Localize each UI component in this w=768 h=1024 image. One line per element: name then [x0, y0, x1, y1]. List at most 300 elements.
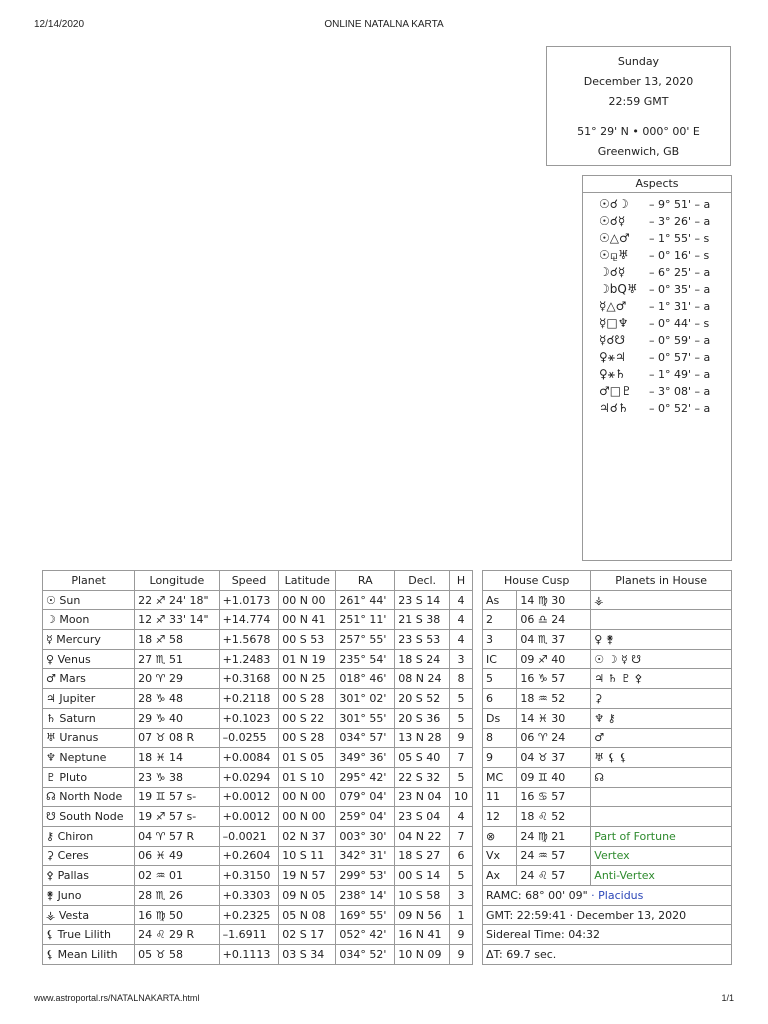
planet-h: 6: [450, 846, 473, 866]
aspect-row: [583, 383, 731, 400]
aspect-glyphs: ♂□♇: [599, 384, 632, 398]
aspect-glyphs: ☿□♆: [599, 316, 629, 330]
planet-cell: [43, 807, 135, 827]
house-row: [483, 787, 732, 807]
aspect-orb: – 6° 25' – a: [649, 266, 711, 279]
footer-url: www.astroportal.rs/NATALNAKARTA.html: [34, 993, 200, 1003]
house-extra-row: [483, 846, 732, 866]
planet-decl: 08 N 24: [395, 669, 450, 689]
planet-h: 10: [450, 787, 473, 807]
aspect-glyphs: ☽☌☿: [599, 265, 626, 279]
planet-speed: –0.0255: [219, 728, 279, 748]
house-cusp: 16 ♋ 57: [517, 787, 591, 807]
aspect-row: [583, 281, 731, 298]
planet-speed: +0.2325: [219, 905, 279, 925]
planet-cell: [43, 826, 135, 846]
planet-row: [43, 708, 473, 728]
planet-row: [43, 886, 473, 906]
planet-ra: 235° 54': [336, 649, 395, 669]
planet-lon: 28 ♑ 48: [135, 689, 219, 709]
planet-cell: [43, 925, 135, 945]
planet-lat: 02 S 17: [279, 925, 336, 945]
house-label: 3: [483, 630, 517, 650]
aspect-row: [583, 230, 731, 247]
extra-cusp: 24 ♍ 21: [517, 826, 591, 846]
aspect-orb: – 3° 26' – a: [649, 215, 711, 228]
planet-glyph-icon: ☊: [46, 790, 56, 804]
planets-col-header: Decl.: [395, 571, 450, 591]
planet-ra: 261° 44': [336, 590, 395, 610]
planet-name: Ceres: [57, 849, 89, 863]
aspect-row: [583, 264, 731, 281]
house-label: 9: [483, 748, 517, 768]
planet-decl: 23 S 14: [395, 590, 450, 610]
planet-glyph-icon: ☿: [46, 632, 53, 646]
house-planets: ⚶: [591, 590, 732, 610]
planet-lon: 20 ♈ 29: [135, 669, 219, 689]
planet-glyph-icon: ⚴: [46, 869, 55, 883]
time-gmt: GMT: 22:59:41 · December 13, 2020: [483, 905, 732, 925]
planet-lon: 19 ♐ 57 s-: [135, 807, 219, 827]
planet-cell: [43, 767, 135, 787]
planet-row: [43, 689, 473, 709]
aspect-orb: – 0° 16' – s: [649, 249, 710, 262]
planets-col-header: H: [450, 571, 473, 591]
house-planets: [591, 610, 732, 630]
house-cusp: 09 ♊ 40: [517, 767, 591, 787]
aspect-row: [583, 400, 731, 417]
planet-cell: [43, 905, 135, 925]
aspect-orb: – 1° 31' – a: [649, 300, 711, 313]
planet-speed: +0.2118: [219, 689, 279, 709]
page-title: ONLINE NATALNA KARTA: [324, 19, 444, 30]
planet-name: Mars: [59, 672, 86, 686]
planet-lat: 00 S 22: [279, 708, 336, 728]
house-row: [483, 807, 732, 827]
planet-glyph-icon: ⚸: [46, 947, 55, 961]
aspects-list: [583, 193, 731, 417]
planet-row: [43, 649, 473, 669]
aspect-row: [583, 247, 731, 264]
planet-ra: 259° 04': [336, 807, 395, 827]
house-cusp-header: House Cusp: [483, 571, 591, 591]
house-planets: ♂: [591, 728, 732, 748]
planets-col-header: RA: [336, 571, 395, 591]
planet-decl: 00 S 14: [395, 866, 450, 886]
planet-cell: [43, 590, 135, 610]
aspect-orb: – 0° 57' – a: [649, 351, 711, 364]
planet-lat: 02 N 37: [279, 826, 336, 846]
planet-glyph-icon: ♂: [46, 672, 56, 686]
house-planets: ♆ ⚷: [591, 708, 732, 728]
planet-glyph-icon: ☽: [46, 613, 56, 627]
house-label: 5: [483, 669, 517, 689]
planet-ra: 251° 11': [336, 610, 395, 630]
planet-h: 4: [450, 590, 473, 610]
aspect-glyphs: ☿☌☋: [599, 333, 626, 347]
extra-name: Vertex: [591, 846, 732, 866]
planet-row: [43, 807, 473, 827]
planet-decl: 16 N 41: [395, 925, 450, 945]
planet-decl: 23 S 04: [395, 807, 450, 827]
planet-glyph-icon: ♇: [46, 770, 56, 784]
extra-label: ⊗: [483, 826, 517, 846]
planet-lon: 12 ♐ 33' 14": [135, 610, 219, 630]
extra-cusp: 24 ♌ 57: [517, 866, 591, 886]
planet-lon: 18 ♓ 14: [135, 748, 219, 768]
planets-table: [42, 570, 473, 965]
planet-speed: +1.5678: [219, 630, 279, 650]
planet-ra: 295° 42': [336, 767, 395, 787]
planet-ra: 257° 55': [336, 630, 395, 650]
planet-lat: 19 N 57: [279, 866, 336, 886]
planet-lat: 01 S 10: [279, 767, 336, 787]
planet-glyph-icon: ☉: [46, 593, 56, 607]
planets-col-header: Longitude: [135, 571, 219, 591]
planet-name: Sun: [59, 593, 81, 607]
planet-lon: 27 ♏ 51: [135, 649, 219, 669]
house-label: As: [483, 590, 517, 610]
house-row: [483, 590, 732, 610]
planet-name: Chiron: [57, 829, 94, 843]
extra-cusp: 24 ♒ 57: [517, 846, 591, 866]
planet-speed: +1.0173: [219, 590, 279, 610]
aspect-row: [583, 349, 731, 366]
aspect-orb: – 1° 55' – s: [649, 232, 710, 245]
planet-lat: 00 N 00: [279, 590, 336, 610]
planet-lat: 10 S 11: [279, 846, 336, 866]
aspect-glyphs: ♀⚹♃: [599, 350, 626, 364]
planet-name: Mercury: [56, 632, 101, 646]
house-label: MC: [483, 767, 517, 787]
planet-speed: +0.0012: [219, 787, 279, 807]
aspects-panel: [582, 175, 732, 561]
print-date: 12/14/2020: [34, 19, 85, 30]
aspect-row: [583, 315, 731, 332]
aspect-glyphs: ☉☌☽: [599, 197, 629, 211]
house-label: 12: [483, 807, 517, 827]
planet-lon: 23 ♑ 38: [135, 767, 219, 787]
house-cusp: 04 ♏ 37: [517, 630, 591, 650]
planet-ra: 003° 30': [336, 826, 395, 846]
planet-h: 7: [450, 826, 473, 846]
aspect-row: [583, 196, 731, 213]
aspect-row: [583, 213, 731, 230]
planet-name: Mean Lilith: [57, 947, 118, 961]
chart-coordinates: 51° 29' N • 000° 00' E: [577, 125, 700, 138]
planet-decl: 13 N 28: [395, 728, 450, 748]
planet-name: Venus: [57, 652, 91, 666]
planet-ra: 299° 53': [336, 866, 395, 886]
planet-h: 9: [450, 925, 473, 945]
planet-speed: +0.3303: [219, 886, 279, 906]
house-cusp: 14 ♍ 30: [517, 590, 591, 610]
planet-name: Juno: [57, 888, 82, 902]
planet-cell: [43, 689, 135, 709]
house-row: [483, 649, 732, 669]
planet-decl: 22 S 32: [395, 767, 450, 787]
planet-cell: [43, 630, 135, 650]
planet-lat: 05 N 08: [279, 905, 336, 925]
planet-cell: [43, 945, 135, 965]
aspect-glyphs: ☉△♂: [599, 231, 630, 245]
planet-speed: +0.3168: [219, 669, 279, 689]
planet-decl: 05 S 40: [395, 748, 450, 768]
aspect-glyphs: ☿△♂: [599, 299, 627, 313]
planet-glyph-icon: ♆: [46, 751, 56, 765]
planet-decl: 10 S 58: [395, 886, 450, 906]
planet-ra: 342° 31': [336, 846, 395, 866]
planet-speed: +0.0084: [219, 748, 279, 768]
planet-name: Uranus: [59, 731, 99, 745]
house-label: 2: [483, 610, 517, 630]
house-planets: ♀ ⚵: [591, 630, 732, 650]
planet-speed: +0.2604: [219, 846, 279, 866]
planet-decl: 23 N 04: [395, 787, 450, 807]
planet-ra: 052° 42': [336, 925, 395, 945]
planet-row: [43, 826, 473, 846]
planet-lon: 22 ♐ 24' 18": [135, 590, 219, 610]
planet-glyph-icon: ⚶: [46, 908, 56, 922]
planet-speed: –0.0021: [219, 826, 279, 846]
planet-decl: 21 S 38: [395, 610, 450, 630]
house-cusp: 09 ♐ 40: [517, 649, 591, 669]
planet-speed: –1.6911: [219, 925, 279, 945]
aspect-orb: – 0° 52' – a: [649, 402, 711, 415]
planet-lon: 24 ♌ 29 R: [135, 925, 219, 945]
aspect-orb: – 3° 08' – a: [649, 385, 711, 398]
planet-speed: +0.3150: [219, 866, 279, 886]
planet-lon: 02 ♒ 01: [135, 866, 219, 886]
aspects-title: Aspects: [583, 176, 731, 193]
ramc-row: [483, 886, 732, 906]
planet-row: [43, 925, 473, 945]
extra-label: Ax: [483, 866, 517, 886]
planet-ra: 034° 57': [336, 728, 395, 748]
house-planets: ⚳: [591, 689, 732, 709]
planet-lon: 04 ♈ 57 R: [135, 826, 219, 846]
planet-row: [43, 945, 473, 965]
aspect-orb: – 1° 49' – a: [649, 368, 711, 381]
planet-speed: +0.0012: [219, 807, 279, 827]
house-cusp: 06 ♎ 24: [517, 610, 591, 630]
planet-name: True Lilith: [57, 928, 112, 942]
planet-h: 4: [450, 630, 473, 650]
planet-speed: +0.0294: [219, 767, 279, 787]
extra-name: Anti-Vertex: [591, 866, 732, 886]
planets-in-house-header: Planets in House: [591, 571, 732, 591]
aspect-orb: – 9° 51' – a: [649, 198, 711, 211]
planet-h: 3: [450, 649, 473, 669]
aspect-glyphs: ♀⚹♄: [599, 367, 626, 381]
planet-name: South Node: [59, 810, 124, 824]
planet-row: [43, 590, 473, 610]
planet-glyph-icon: ♄: [46, 711, 56, 725]
planet-lat: 00 N 00: [279, 787, 336, 807]
aspect-glyphs: ♃☌♄: [599, 401, 629, 415]
house-row: [483, 767, 732, 787]
planet-ra: 079° 04': [336, 787, 395, 807]
planet-name: Neptune: [59, 751, 107, 765]
planet-lon: 07 ♉ 08 R: [135, 728, 219, 748]
aspect-glyphs: ☉☌☿: [599, 214, 626, 228]
planet-glyph-icon: ⚵: [46, 888, 55, 902]
planet-h: 4: [450, 610, 473, 630]
planet-row: [43, 630, 473, 650]
planet-speed: +1.2483: [219, 649, 279, 669]
ramc-value: RAMC: 68° 00' 09": [486, 888, 588, 902]
planet-h: 1: [450, 905, 473, 925]
planet-cell: [43, 728, 135, 748]
aspect-orb: – 0° 35' – a: [649, 283, 711, 296]
planet-lat: 00 S 53: [279, 630, 336, 650]
planet-glyph-icon: ♅: [46, 731, 56, 745]
chart-date: December 13, 2020: [583, 75, 694, 88]
extra-name: Part of Fortune: [591, 826, 732, 846]
planet-cell: [43, 748, 135, 768]
planet-h: 5: [450, 866, 473, 886]
time-delta: ΔT: 69.7 sec.: [483, 945, 732, 965]
planet-h: 9: [450, 945, 473, 965]
planet-speed: +0.1113: [219, 945, 279, 965]
house-row: [483, 669, 732, 689]
aspect-orb: – 0° 59' – a: [649, 334, 711, 347]
house-planets: ♅ ⚸ ⚸: [591, 748, 732, 768]
house-row: [483, 748, 732, 768]
planet-decl: 09 N 56: [395, 905, 450, 925]
planet-h: 3: [450, 886, 473, 906]
footer-page-number: 1/1: [721, 993, 734, 1003]
time-row: [483, 945, 732, 965]
house-label: IC: [483, 649, 517, 669]
planet-lon: 19 ♊ 57 s-: [135, 787, 219, 807]
aspect-row: [583, 298, 731, 315]
planet-name: Moon: [59, 613, 90, 627]
planets-col-header: Planet: [43, 571, 135, 591]
planet-lat: 01 N 19: [279, 649, 336, 669]
planets-col-header: Speed: [219, 571, 279, 591]
chart-location: Greenwich, GB: [597, 145, 680, 158]
planet-speed: +14.774: [219, 610, 279, 630]
planet-h: 5: [450, 767, 473, 787]
planet-ra: 349° 36': [336, 748, 395, 768]
planet-cell: [43, 787, 135, 807]
house-row: [483, 728, 732, 748]
house-extra-row: [483, 826, 732, 846]
planet-ra: 301° 55': [336, 708, 395, 728]
planet-h: 8: [450, 669, 473, 689]
planet-cell: [43, 649, 135, 669]
planet-lon: 06 ♓ 49: [135, 846, 219, 866]
planet-cell: [43, 886, 135, 906]
house-label: 8: [483, 728, 517, 748]
planet-glyph-icon: ☋: [46, 810, 56, 824]
planet-name: North Node: [59, 790, 123, 804]
planet-cell: [43, 610, 135, 630]
planet-row: [43, 767, 473, 787]
house-planets: ☉ ☽ ☿ ☋: [591, 649, 732, 669]
house-row: [483, 630, 732, 650]
planet-lat: 00 N 41: [279, 610, 336, 630]
planet-lon: 16 ♍ 50: [135, 905, 219, 925]
planet-h: 5: [450, 708, 473, 728]
planet-h: 5: [450, 689, 473, 709]
house-planets: [591, 787, 732, 807]
house-label: 11: [483, 787, 517, 807]
planet-h: 9: [450, 728, 473, 748]
planet-row: [43, 610, 473, 630]
planet-row: [43, 787, 473, 807]
house-cusp: 04 ♉ 37: [517, 748, 591, 768]
planet-lon: 28 ♏ 26: [135, 886, 219, 906]
planet-row: [43, 748, 473, 768]
planet-name: Saturn: [59, 711, 96, 725]
planet-glyph-icon: ♀: [46, 652, 55, 666]
planet-h: 7: [450, 748, 473, 768]
planet-lat: 09 N 05: [279, 886, 336, 906]
time-row: [483, 925, 732, 945]
planet-lat: 00 S 28: [279, 728, 336, 748]
planet-cell: [43, 846, 135, 866]
planet-lat: 03 S 34: [279, 945, 336, 965]
planets-col-header: Latitude: [279, 571, 336, 591]
planet-decl: 04 N 22: [395, 826, 450, 846]
house-planets: [591, 807, 732, 827]
planet-h: 4: [450, 807, 473, 827]
planet-decl: 18 S 24: [395, 649, 450, 669]
planet-lon: 29 ♑ 40: [135, 708, 219, 728]
house-cusp: 18 ♒ 52: [517, 689, 591, 709]
house-row: [483, 610, 732, 630]
chart-info-box: [546, 46, 731, 166]
planet-row: [43, 728, 473, 748]
planet-ra: 018° 46': [336, 669, 395, 689]
extra-label: Vx: [483, 846, 517, 866]
planet-cell: [43, 866, 135, 886]
chart-time: 22:59 GMT: [608, 95, 669, 108]
aspect-glyphs: ☉⚼♅: [599, 248, 629, 262]
planet-lat: 00 N 00: [279, 807, 336, 827]
house-cusp: 18 ♌ 52: [517, 807, 591, 827]
planet-name: Pallas: [57, 869, 90, 883]
aspect-row: [583, 366, 731, 383]
planet-decl: 20 S 36: [395, 708, 450, 728]
planet-decl: 23 S 53: [395, 630, 450, 650]
time-sidereal: Sidereal Time: 04:32: [483, 925, 732, 945]
planet-name: Pluto: [59, 770, 88, 784]
house-cusp: 06 ♈ 24: [517, 728, 591, 748]
planet-decl: 20 S 52: [395, 689, 450, 709]
planet-ra: 301° 02': [336, 689, 395, 709]
house-label: Ds: [483, 708, 517, 728]
planet-name: Jupiter: [59, 691, 96, 705]
house-row: [483, 689, 732, 709]
planet-row: [43, 669, 473, 689]
planet-glyph-icon: ♃: [46, 691, 56, 705]
house-extra-row: [483, 866, 732, 886]
planet-lat: 01 S 05: [279, 748, 336, 768]
aspect-row: [583, 332, 731, 349]
planet-speed: +0.1023: [219, 708, 279, 728]
planet-ra: 238° 14': [336, 886, 395, 906]
house-row: [483, 708, 732, 728]
house-planets: ☊: [591, 767, 732, 787]
planet-glyph-icon: ⚸: [46, 928, 55, 942]
house-planets: ♃ ♄ ♇ ⚴: [591, 669, 732, 689]
chart-day: Sunday: [617, 55, 660, 68]
house-label: 6: [483, 689, 517, 709]
time-row: [483, 905, 732, 925]
